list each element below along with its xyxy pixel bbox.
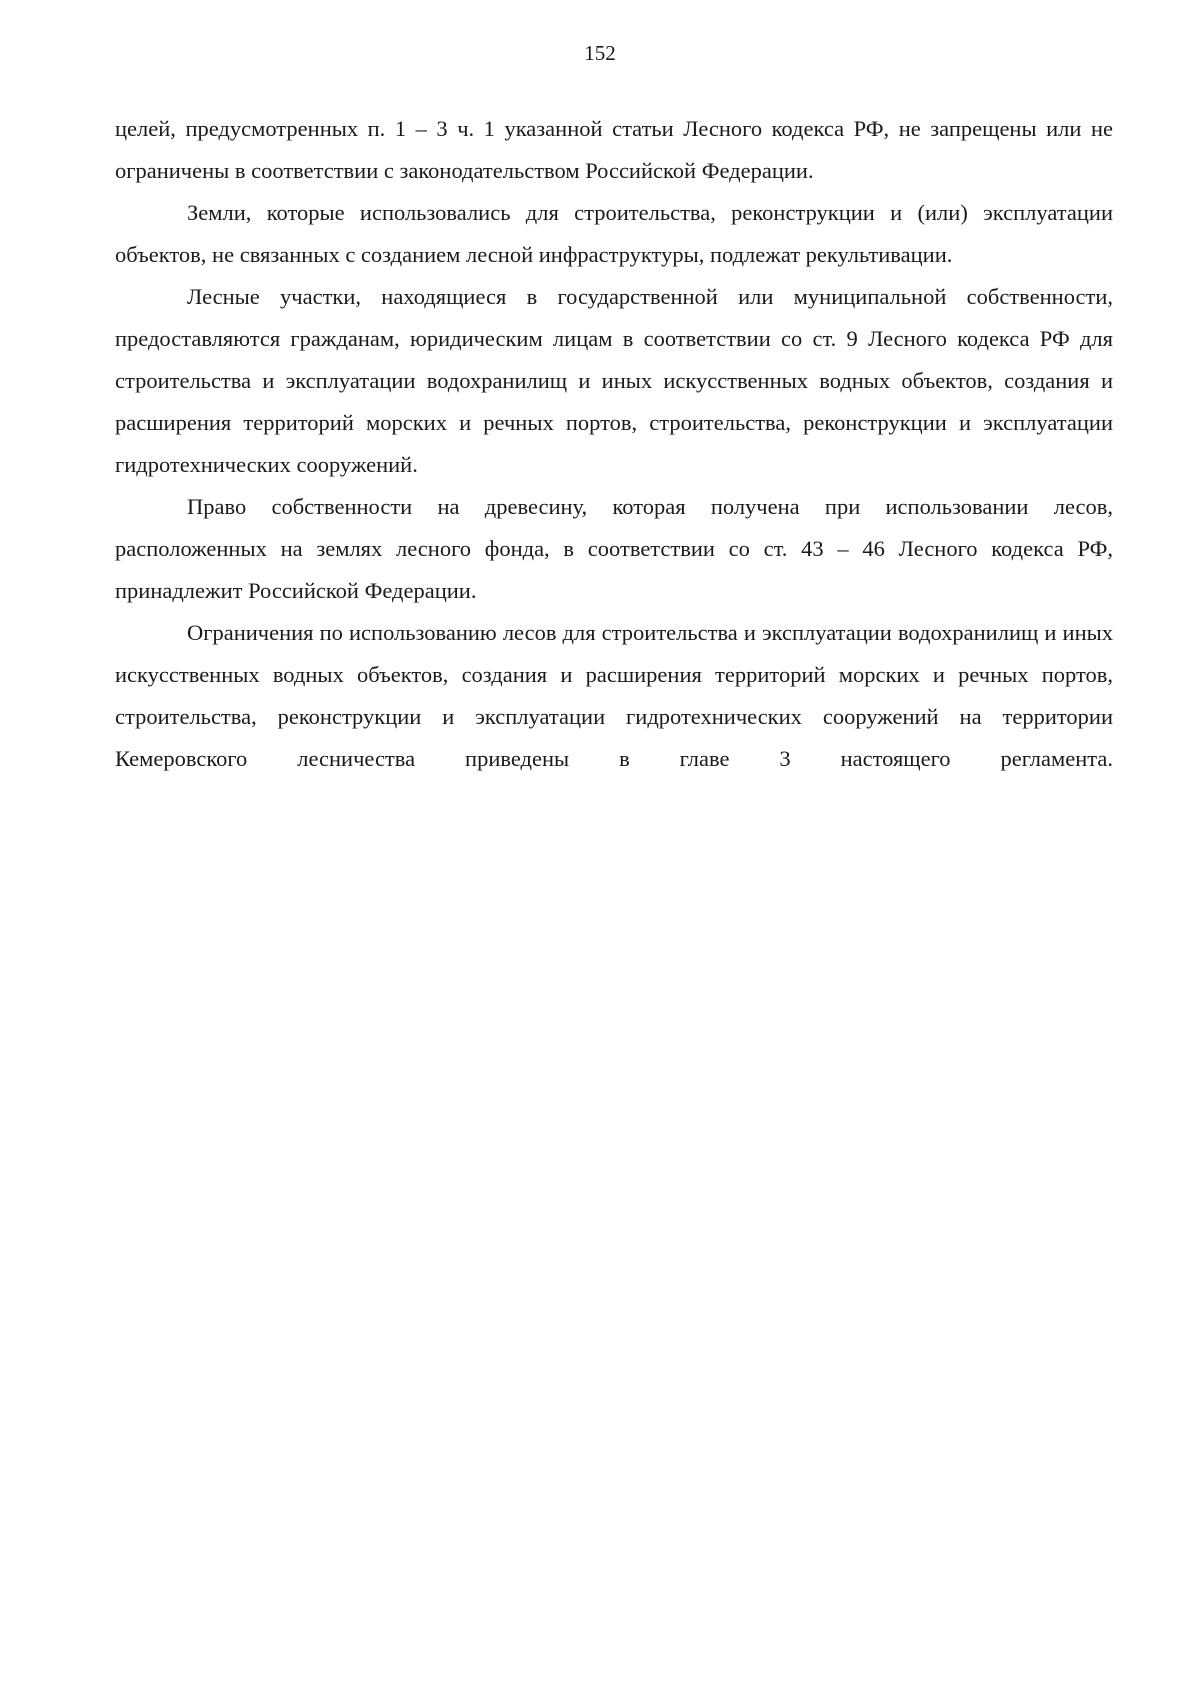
paragraph-continuation: целей, предусмотренных п. 1 – 3 ч. 1 указанной статьи Лесного кодекса РФ, не запрещены или не ограничены в соответствии с законодательством Российской Федерации.: [115, 116, 1113, 183]
paragraph-land-recultivation: Земли, которые использовались для строительства, реконструкции и (или) эксплуатации объектов, не связанных с созданием лесной инфраструктуры, подлежат рекультивации.: [115, 200, 1113, 267]
page-number: 152: [584, 41, 616, 65]
paragraph-restrictions: Ограничения по использованию лесов для строительства и эксплуатации водохранилищ и иных искусственных водных объектов, создания и расширения территорий морских и речных портов, строительства, реконструкции и эксплуатации гидротехнических сооружений на территории Кемеровского лесничества приведены в главе 3 настоящего регламента.: [115, 620, 1113, 771]
document-body: [115, 108, 1113, 780]
paragraph-wood-ownership: Право собственности на древесину, которая получена при использовании лесов, расположенных на землях лесного фонда, в соответствии со ст. 43 – 46 Лесного кодекса РФ, принадлежит Российской Федерации.: [115, 494, 1113, 603]
paragraph-forest-plots: Лесные участки, находящиеся в государственной или муниципальной собственности, предоставляются гражданам, юридическим лицам в соответствии со ст. 9 Лесного кодекса РФ для строительства и эксплуатации водохранилищ и иных искусственных водных объектов, создания и расширения территорий морских и речных портов, строительства, реконструкции и эксплуатации гидротехнических сооружений.: [115, 284, 1113, 477]
